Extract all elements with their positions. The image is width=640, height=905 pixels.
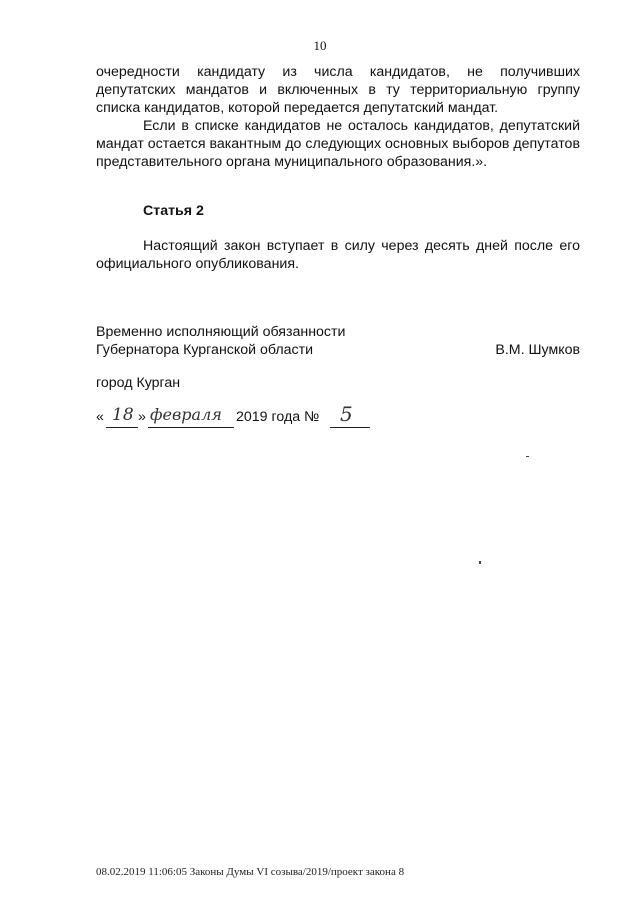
scan-speck <box>526 456 529 457</box>
article-text-block <box>96 237 580 273</box>
position-line-2: Губернатора Курганской области <box>96 342 314 358</box>
article-text: Настоящий закон вступает в силу через десять дней после его официального опубликования. <box>96 238 580 272</box>
signatory-position <box>96 323 345 359</box>
signatory-name: В.М. Шумков <box>495 342 580 358</box>
handwritten-day: 18 <box>112 405 134 425</box>
body-text <box>96 63 580 171</box>
month-underline <box>148 427 234 428</box>
scan-speck <box>479 561 481 564</box>
handwritten-number: 5 <box>340 402 353 426</box>
city: город Курган <box>96 375 181 391</box>
day-underline <box>106 427 138 428</box>
close-quote: » <box>138 409 146 425</box>
open-quote: « <box>96 409 104 425</box>
handwritten-month: февраля <box>150 405 222 424</box>
page-number: 10 <box>313 38 327 53</box>
year-text: 2019 года № <box>236 409 320 425</box>
article-title: Статья 2 <box>143 203 204 219</box>
vacancy-paragraph: Если в списке кандидатов не осталось кандидатов, депутатский мандат остается вакантным до следующих основных выборов депутатов представительного органа муниципального образования.». <box>96 118 580 170</box>
number-underline <box>330 427 370 428</box>
footer-metadata: 08.02.2019 11:06:05 Законы Думы VI созыва/2019/проект закона 8 <box>96 866 405 878</box>
continuation-paragraph: очередности кандидату из числа кандидатов, не получивших депутатских мандатов и включенных в ту территориальную группу списка кандидатов, которой передается депутатский мандат. <box>96 64 580 116</box>
position-line-1: Временно исполняющий обязанности <box>96 324 346 340</box>
